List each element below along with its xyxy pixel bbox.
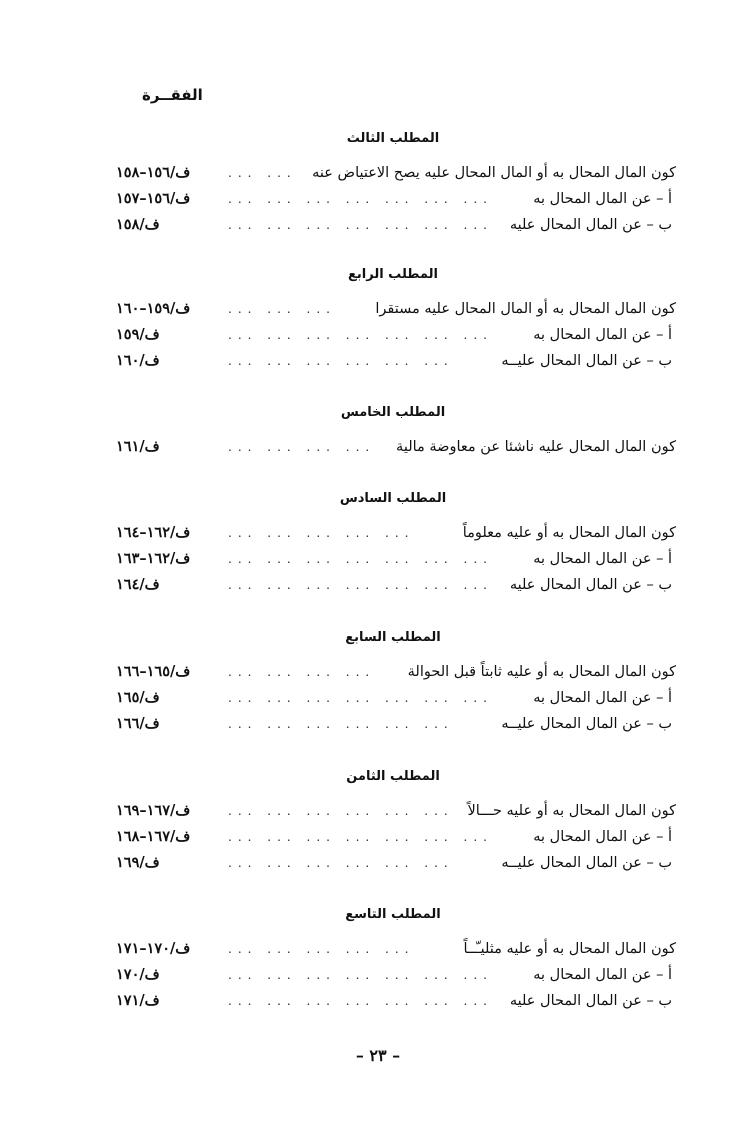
dot-leader: ... ... ... ... (228, 440, 376, 454)
dot-leader: ... ... ... ... ... ... (228, 804, 454, 818)
paragraph-reference: ف/١٧٠ (116, 966, 160, 983)
paragraph-reference: ف/١٥٩ (116, 326, 160, 343)
dot-leader: ... ... ... ... ... ... ... (228, 830, 493, 844)
entry-text: أ – عن المال المحال به (533, 967, 672, 983)
toc-subentry (110, 212, 676, 238)
paragraph-reference: ف/١٦٧–١٦٩ (116, 802, 191, 819)
toc-subentry (110, 186, 676, 212)
paragraph-reference: ف/١٦٢–١٦٤ (116, 524, 191, 541)
dot-leader: ... ... ... ... ... ... ... (228, 328, 493, 342)
paragraph-reference: ف/١٦٠ (116, 352, 160, 369)
toc-entry (110, 434, 676, 460)
section-title: المطلب الخامس (340, 405, 446, 420)
section-title: المطلب السابع (345, 630, 441, 645)
dot-leader: ... ... ... ... ... (228, 942, 415, 956)
section-title: المطلب التاسع (345, 907, 441, 922)
entry-text: ب – عن المال المحال عليــه (501, 353, 672, 369)
toc-entry (110, 160, 676, 186)
dot-leader: ... ... ... ... ... ... ... (228, 218, 493, 232)
entry-text: أ – عن المال المحال به (533, 191, 672, 207)
paragraph-reference: ف/١٦١ (116, 438, 160, 455)
toc-subentry (110, 711, 676, 737)
dot-leader: ... ... ... ... ... ... (228, 354, 454, 368)
dot-leader: ... ... ... (228, 302, 336, 316)
paragraph-reference: ف/١٥٩–١٦٠ (116, 300, 191, 317)
paragraph-reference: ف/١٧٠–١٧١ (116, 940, 191, 957)
toc-subentry (110, 546, 676, 572)
paragraph-reference: ف/١٦٢–١٦٣ (116, 550, 191, 567)
toc-section (110, 488, 676, 598)
entry-text: كون المال المحال به أو المال المحال عليه مستقرا (375, 301, 676, 317)
column-heading: الفقــرة (142, 86, 203, 104)
toc-section (110, 904, 676, 1014)
section-title: المطلب السادس (339, 491, 447, 506)
dot-leader: ... ... ... ... ... ... ... (228, 994, 493, 1008)
toc-subentry (110, 824, 676, 850)
toc-subentry (110, 348, 676, 374)
paragraph-reference: ف/١٦٩ (116, 854, 160, 871)
paragraph-reference: ف/١٦٥–١٦٦ (116, 663, 191, 680)
entry-text: ب – عن المال المحال عليه (509, 577, 672, 593)
entry-text: أ – عن المال المحال به (533, 829, 672, 845)
dot-leader: ... ... ... ... (228, 665, 376, 679)
paragraph-reference: ف/١٥٨ (116, 216, 160, 233)
entry-text: أ – عن المال المحال به (533, 690, 672, 706)
dot-leader: ... ... ... ... ... ... ... (228, 552, 493, 566)
dot-leader: ... ... ... ... ... ... ... (228, 691, 493, 705)
entry-text: كون المال المحال به أو عليه معلوماً (462, 525, 676, 541)
toc-section (110, 402, 676, 460)
dot-leader: ... ... ... ... ... (228, 526, 415, 540)
page-number: – ٢٣ – (355, 1046, 401, 1065)
entry-text: ب – عن المال المحال عليه (509, 993, 672, 1009)
section-title: المطلب الثامن (346, 769, 440, 784)
toc-section (110, 627, 676, 737)
entry-text: أ – عن المال المحال به (533, 327, 672, 343)
toc-subentry (110, 322, 676, 348)
toc-entry (110, 296, 676, 322)
dot-leader: ... ... ... ... ... ... ... (228, 192, 493, 206)
entry-text: ب – عن المال المحال عليــه (501, 716, 672, 732)
toc-subentry (110, 962, 676, 988)
paragraph-reference: ف/١٦٥ (116, 689, 160, 706)
entry-text: ب – عن المال المحال عليه (509, 217, 672, 233)
section-title: المطلب الثالث (346, 131, 440, 146)
dot-leader: ... ... ... ... ... ... (228, 717, 454, 731)
toc-entry (110, 520, 676, 546)
entry-text: أ – عن المال المحال به (533, 551, 672, 567)
paragraph-reference: ف/١٦٧–١٦٨ (116, 828, 191, 845)
toc-entry (110, 936, 676, 962)
dot-leader: ... ... (228, 166, 297, 180)
paragraph-reference: ف/١٦٦ (116, 715, 160, 732)
dot-leader: ... ... ... ... ... ... ... (228, 578, 493, 592)
entry-text: كون المال المحال عليه ناشئا عن معاوضة مالية (396, 439, 676, 455)
entry-text: كون المال المحال به أو عليه ثابتاً قبل الحوالة (407, 664, 676, 680)
toc-subentry (110, 988, 676, 1014)
toc-subentry (110, 572, 676, 598)
toc-section (110, 766, 676, 876)
dot-leader: ... ... ... ... ... ... (228, 856, 454, 870)
entry-text: كون المال المحال به أو عليه مثليـّــاً (463, 941, 676, 957)
paragraph-reference: ف/١٧١ (116, 992, 160, 1009)
entry-text: كون المال المحال به أو عليه حـــالاً (467, 803, 676, 819)
entry-text: ب – عن المال المحال عليــه (501, 855, 672, 871)
toc-subentry (110, 685, 676, 711)
section-title: المطلب الرابع (348, 267, 438, 282)
entry-text: كون المال المحال به أو المال المحال عليه يصح الاعتياض عنه (312, 165, 676, 181)
toc-entry (110, 659, 676, 685)
dot-leader: ... ... ... ... ... ... ... (228, 968, 493, 982)
paragraph-reference: ف/١٦٤ (116, 576, 160, 593)
toc-section (110, 264, 676, 374)
paragraph-reference: ف/١٥٦–١٥٨ (116, 164, 191, 181)
toc-section (110, 128, 676, 238)
paragraph-reference: ف/١٥٦–١٥٧ (116, 190, 191, 207)
toc-entry (110, 798, 676, 824)
toc-subentry (110, 850, 676, 876)
